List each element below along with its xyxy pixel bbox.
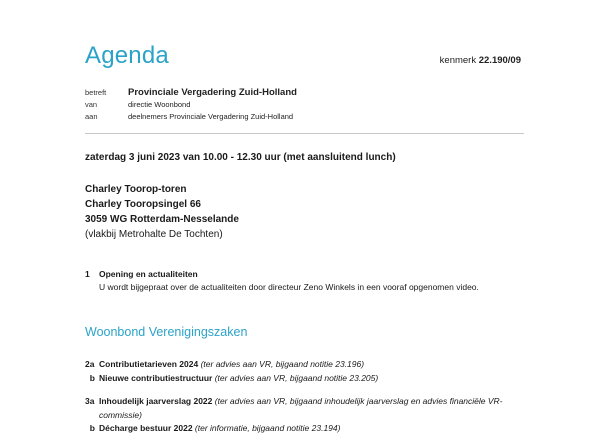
item-number: 3a xyxy=(85,396,95,406)
meeting-date: zaterdag 3 juni 2023 van 10.00 - 12.30 uur (met aansluitend lunch) xyxy=(85,152,396,163)
agenda-item-2a xyxy=(85,358,525,372)
item-note: (ter advies aan VR, bijgaand notitie 23.196) xyxy=(200,359,365,369)
item-number: b xyxy=(89,423,95,433)
meta-key: aan xyxy=(85,112,98,121)
item-title: Nieuwe contributiestructuur xyxy=(99,372,213,383)
location-note: (vlakbij Metrohalte De Tochten) xyxy=(85,229,223,240)
meta-value: directie Woonbond xyxy=(128,100,191,109)
item-number: b xyxy=(89,372,95,383)
meta-value: deelnemers Provinciale Vergadering Zuid-Holland xyxy=(128,112,294,121)
location-city: 3059 WG Rotterdam-Nesselande xyxy=(85,214,239,225)
divider xyxy=(85,133,524,134)
location-street: Charley Tooropsingel 66 xyxy=(85,199,201,210)
location-building: Charley Toorop-toren xyxy=(85,184,187,195)
item-title: Décharge bestuur 2022 xyxy=(99,423,193,433)
meta-value: Provinciale Vergadering Zuid-Holland xyxy=(128,87,297,98)
section-heading: Woonbond Verenigingszaken xyxy=(85,325,248,339)
location-block xyxy=(85,182,239,242)
agenda-item-2b xyxy=(85,372,525,386)
reference-number xyxy=(440,55,521,66)
meta-row-van xyxy=(85,99,297,111)
meta-block xyxy=(85,87,297,123)
kenmerk-label: kenmerk xyxy=(439,55,477,66)
agenda-item-1 xyxy=(85,268,525,294)
item-text: U wordt bijgepraat over de actualiteiten door directeur Zeno Winkels in een vooraf opgenomen video. xyxy=(99,282,479,292)
kenmerk-value: 22.190/09 xyxy=(478,55,521,66)
item-number: 2a xyxy=(85,359,95,369)
item-title: Inhoudelijk jaarverslag 2022 xyxy=(99,396,213,406)
meta-row-betreft xyxy=(85,87,297,99)
agenda-list xyxy=(85,358,525,436)
agenda-item-3a xyxy=(85,395,525,422)
meta-key: van xyxy=(85,100,98,109)
item-note: (ter advies aan VR, bijgaand inhoudelijk jaarverslag en advies financiële VR-commissie) xyxy=(99,396,503,420)
item-title: Opening en actualiteiten xyxy=(99,269,198,279)
meta-key: betreft xyxy=(85,88,107,97)
item-number: 1 xyxy=(85,269,90,279)
meta-row-aan xyxy=(85,111,297,123)
item-title: Contributietarieven 2024 xyxy=(99,359,199,369)
item-note: (ter informatie, bijgaand notitie 23.194) xyxy=(194,423,341,433)
agenda-item-3b xyxy=(85,422,525,436)
page-title: Agenda xyxy=(85,42,169,69)
item-note: (ter advies aan VR, bijgaand notitie 23.205) xyxy=(214,372,379,383)
